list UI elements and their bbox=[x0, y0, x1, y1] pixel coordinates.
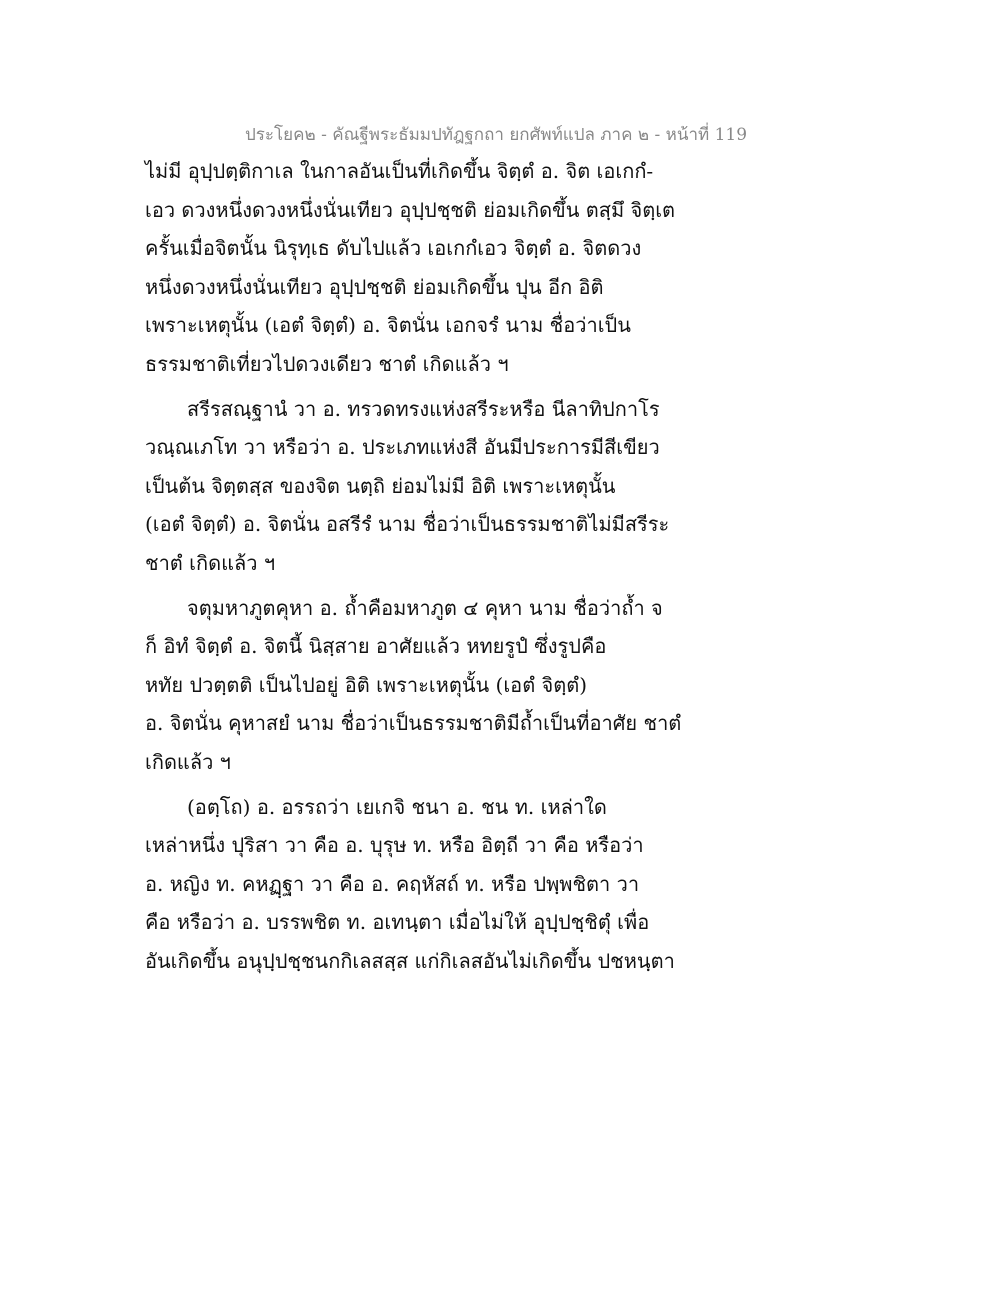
text-line: (อตฺโถ) อ. อรรถว่า เยเกจิ ชนา อ. ชน ท. เหล่าใด bbox=[187, 794, 607, 819]
text-line: เกิดแล้ว ฯ bbox=[145, 749, 231, 774]
text-line: เพราะเหตุนั้น (เอตํ จิตฺตํ) อ. จิตนั่น เอกจรํ นาม ชื่อว่าเป็น bbox=[145, 313, 631, 338]
paragraph-1 bbox=[145, 152, 705, 384]
page-header bbox=[0, 121, 1000, 149]
text-line: คือ หรือว่า อ. บรรพชิต ท. อเทนฺตา เมื่อไม่ให้ อุปฺปชฺชิตุํ เพื่อ bbox=[145, 910, 650, 935]
text-line: เอว ดวงหนึ่งดวงหนึ่งนั่นเทียว อุปฺปชฺชติ ย่อมเกิดขึ้น ตสฺมึ จิตฺเต bbox=[145, 197, 676, 222]
paragraph-4 bbox=[145, 788, 705, 981]
text-line: วณฺณเภโท วา หรือว่า อ. ประเภทแห่งสี อันมีประการมีสีเขียว bbox=[145, 435, 660, 460]
text-line: หนึ่งดวงหนึ่งนั่นเทียว อุปฺปชฺชติ ย่อมเกิดขึ้น ปุน อีก อิติ bbox=[145, 274, 604, 299]
text-line: ครั้นเมื่อจิตนั้น นิรุทฺเธ ดับไปแล้ว เอเกกํเอว จิตฺตํ อ. จิตดวง bbox=[145, 236, 642, 261]
text-line: หทัย ปวตฺตติ เป็นไปอยู่ อิติ เพราะเหตุนั้น (เอตํ จิตฺตํ) bbox=[145, 672, 588, 697]
text-line: ชาตํ เกิดแล้ว ฯ bbox=[145, 550, 276, 575]
text-line: อ. จิตนั่น คุหาสยํ นาม ชื่อว่าเป็นธรรมชาติมีถ้ำเป็นที่อาศัย ชาตํ bbox=[145, 711, 682, 736]
text-line: ไม่มี อุปฺปตฺติกาเล ในกาลอันเป็นที่เกิดขึ้น จิตฺตํ อ. จิต เอเกกํ- bbox=[145, 159, 654, 183]
text-line: เหล่าหนึ่ง ปุริสา วา คือ อ. บุรุษ ท. หรือ อิตฺถี วา คือ หรือว่า bbox=[145, 833, 644, 858]
text-line: จตุมหาภูตคุหา อ. ถ้ำคือมหาภูต ๔ คุหา นาม ชื่อว่าถ้ำ จ bbox=[187, 595, 663, 620]
text-line: สรีรสณฺฐานํ วา อ. ทรวดทรงแห่งสรีระหรือ นีลาทิปกาโร bbox=[187, 396, 660, 421]
text-line: อันเกิดขึ้น อนุปฺปชฺชนกกิเลสสฺส แก่กิเลสอันไม่เกิดขึ้น ปชหนฺตา bbox=[145, 948, 675, 973]
text-line: อ. หญิง ท. คหฏฺฐา วา คือ อ. คฤหัสถ์ ท. หรือ ปพฺพชิตา วา bbox=[145, 871, 640, 896]
paragraph-2 bbox=[145, 390, 705, 583]
body-text bbox=[145, 152, 705, 980]
text-line: ก็ อิทํ จิตฺตํ อ. จิตนี้ นิสฺสาย อาศัยแล้ว หทยรูปํ ซึ่งรูปคือ bbox=[145, 634, 607, 659]
page-header-text: ประโยค๒ - คัณฐีพระธัมมปทัฎฐกถา ยกศัพท์แปล ภาค ๒ - หน้าที่ 119 bbox=[244, 125, 748, 145]
text-line: ธรรมชาติเที่ยวไปดวงเดียว ชาตํ เกิดแล้ว ฯ bbox=[145, 351, 509, 376]
paragraph-3 bbox=[145, 589, 705, 782]
text-line: เป็นต้น จิตฺตสฺส ของจิต นตฺถิ ย่อมไม่มี อิติ เพราะเหตุนั้น bbox=[145, 473, 616, 498]
text-line: (เอตํ จิตฺตํ) อ. จิตนั่น อสรีรํ นาม ชื่อว่าเป็นธรรมชาติไม่มีสรีระ bbox=[145, 512, 670, 537]
